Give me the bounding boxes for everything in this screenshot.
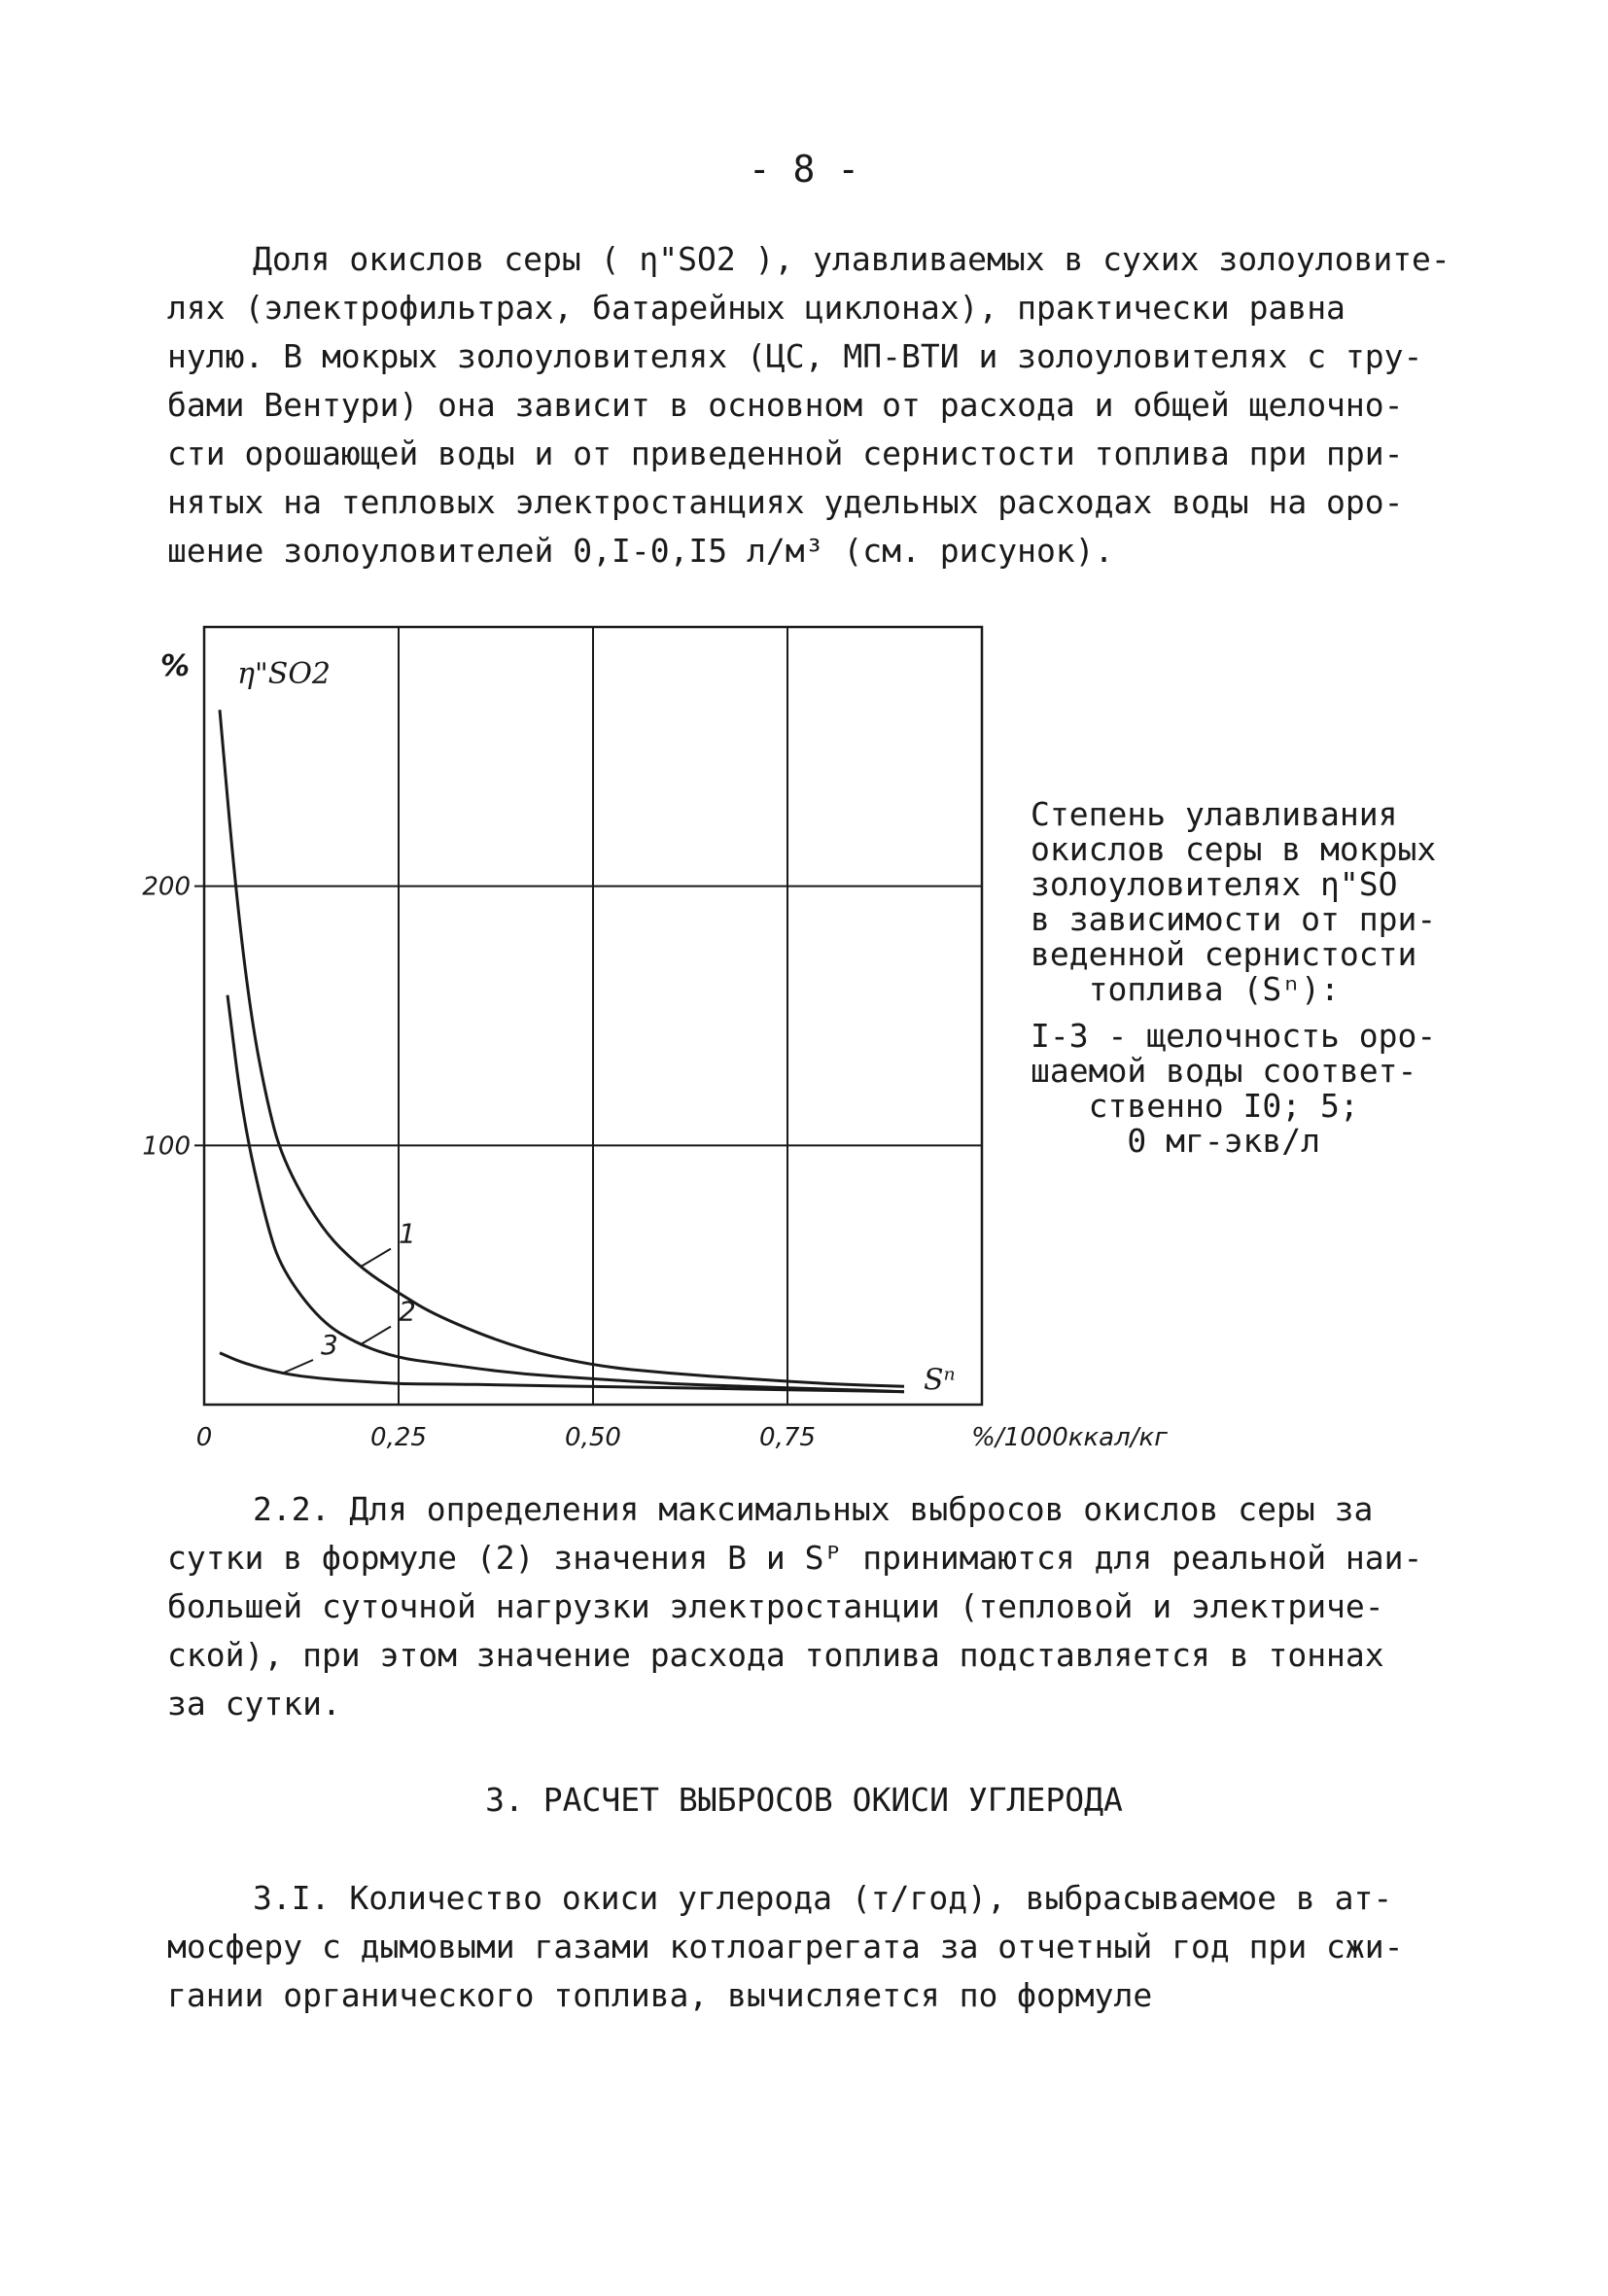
legend-line: шаемой воды соответ-: [1031, 1052, 1417, 1090]
text-line: мосферу с дымовыми газами котлоагрегата за отчетный год при сжи-: [167, 1928, 1404, 1966]
text-line: сти орошающей воды и от приведенной сернистости топлива при при-: [167, 435, 1404, 472]
series-line-1: [220, 710, 904, 1386]
text-line: нулю. В мокрых золоуловителях (ЦС, МП-ВТИ и золоуловителях с тру-: [167, 337, 1423, 375]
series-leader-1: [360, 1249, 391, 1268]
series-leader-2: [360, 1327, 391, 1345]
legend-line: I-3 - щелочность оро-: [1031, 1017, 1437, 1055]
text-line: 3.I. Количество окиси углерода (т/год), выбрасываемое в ат-: [253, 1879, 1393, 1917]
x-symbol-label: Sⁿ: [924, 1363, 956, 1398]
page-number: - 8 -: [748, 148, 860, 191]
legend-line: 0 мг-экв/л: [1031, 1122, 1321, 1160]
text-line: нятых на тепловых электростанциях удельных расходах воды на оро-: [167, 483, 1404, 521]
section-2-2-paragraph: [167, 1485, 1470, 1728]
text-line: большей суточной нагрузки электростанции (тепловой и электриче-: [167, 1587, 1384, 1625]
x-tick-label: 0,25: [370, 1423, 427, 1452]
y-symbol-label: η"SO2: [237, 657, 332, 691]
text-line: 2.2. Для определения максимальных выбросов окислов серы за: [253, 1490, 1374, 1528]
text-line: бами Вентури) она зависит в основном от расхода и общей щелочно-: [167, 386, 1404, 424]
series-label-1: 1: [399, 1217, 416, 1250]
text-line: лях (электрофильтрах, батарейных циклонах), практически равна: [167, 289, 1346, 327]
chart-caption: [1031, 797, 1487, 1159]
x-tick-label: 0: [195, 1423, 213, 1452]
x-tick-label: 0,50: [565, 1423, 621, 1452]
section-3-title: 3. РАСЧЕТ ВЫБРОСОВ ОКИСИ УГЛЕРОДА: [485, 1781, 1123, 1819]
y-tick-label: 200: [142, 872, 191, 902]
series-leader-3: [282, 1360, 313, 1374]
text-line: Доля окислов серы ( η"SO2 ), улавливаемых в сухих золоуловите-: [253, 240, 1451, 278]
section-3-1-paragraph: [167, 1874, 1470, 2020]
caption-line: веденной сернистости: [1031, 935, 1417, 973]
y-tick-label: 100: [142, 1131, 191, 1162]
text-line: шение золоуловителей 0,I-0,I5 л/м³ (см. рисунок).: [167, 532, 1114, 570]
sulfur-capture-chart: [142, 612, 1168, 1468]
y-axis-label: %: [159, 649, 191, 683]
legend-line: ственно I0; 5;: [1031, 1087, 1359, 1125]
text-line: за сутки.: [167, 1685, 341, 1722]
chart-svg: [142, 612, 1168, 1468]
caption-line: Степень улавливания: [1031, 795, 1398, 833]
caption-line: окислов серы в мокрых: [1031, 830, 1437, 868]
x-tick-label: 0,75: [759, 1423, 816, 1452]
text-line: ской), при этом значение расхода топлива подставляется в тоннах: [167, 1636, 1384, 1674]
text-line: гании органического топлива, вычисляется по формуле: [167, 1976, 1153, 2014]
intro-paragraph: [167, 235, 1470, 575]
caption-line: топлива (Sⁿ):: [1031, 970, 1340, 1008]
text-line: сутки в формуле (2) значения В и Sᴾ принимаются для реальной наи-: [167, 1539, 1423, 1577]
series-label-3: 3: [321, 1329, 338, 1361]
caption-line: в зависимости от при-: [1031, 900, 1437, 938]
series-lines: [220, 710, 904, 1391]
axis-labels: [142, 649, 1168, 1452]
caption-line: золоуловителях η"SO: [1031, 865, 1398, 903]
x-axis-label: %/1000ккал/кг: [971, 1423, 1168, 1452]
series-label-2: 2: [399, 1295, 416, 1328]
grid: [194, 627, 982, 1405]
